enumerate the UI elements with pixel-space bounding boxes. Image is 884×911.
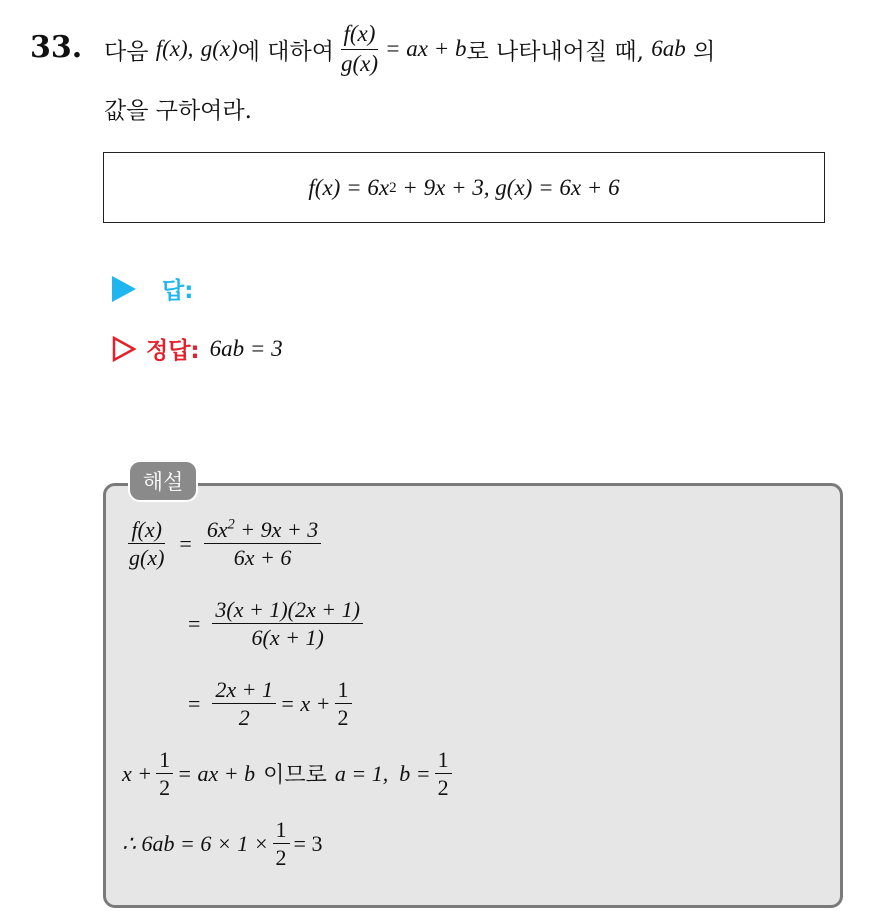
given-f-rest: + 9x + 3, xyxy=(396,174,490,200)
question-fraction-num: f(x) xyxy=(341,22,379,49)
answer-row xyxy=(112,272,193,305)
solution-line-1 xyxy=(122,518,325,569)
question-postfix-1: 에 대하여 xyxy=(237,38,334,65)
solution-1-lhs-den: g(x) xyxy=(129,545,165,571)
solution-3-half-num: 1 xyxy=(335,678,352,704)
question-line-2: 값을 구하여라. xyxy=(104,98,252,124)
answer-label: 답: xyxy=(162,278,194,304)
solution-tab: 해설 xyxy=(128,460,198,502)
solution-4-mid: = ax + b xyxy=(177,760,256,786)
solution-4-bfrac-den: 2 xyxy=(437,775,449,801)
solution-3-num: 2x + 1 xyxy=(212,678,276,704)
solution-2-num: 3(x + 1)(2x + 1) xyxy=(212,598,363,624)
question-f: f(x), xyxy=(155,36,194,61)
solution-1-rhs xyxy=(204,518,321,569)
solution-2-frac xyxy=(212,598,363,649)
solution-1-rhs-num-a: 6x xyxy=(206,517,228,542)
question-target: 6ab xyxy=(651,36,686,61)
solution-1-rhs-num-exp: 2 xyxy=(227,516,235,533)
solution-4-a: a = 1, xyxy=(334,760,389,786)
question-fraction xyxy=(338,22,381,75)
solution-1-rhs-den: 6x + 6 xyxy=(233,545,292,571)
correct-answer-value: 6ab = 3 xyxy=(209,335,283,361)
question-number: 33. xyxy=(30,30,83,65)
solution-3-eq: = xyxy=(188,690,201,716)
solution-4-text: 이므로 xyxy=(263,762,327,788)
question-lead: 다음 xyxy=(104,38,149,65)
answer-triangle-icon xyxy=(112,276,136,302)
solution-4-bfrac-num: 1 xyxy=(435,748,452,774)
question-line-1 xyxy=(104,14,715,84)
solution-4-half xyxy=(156,748,173,799)
question-postfix-3: 의 xyxy=(693,38,716,65)
solution-5-pre: ∴ 6ab = 6 × 1 × xyxy=(122,830,269,856)
solution-4-pre: x + xyxy=(122,760,153,786)
solution-3-mid: = x + xyxy=(280,690,331,716)
correct-answer-row xyxy=(112,332,283,365)
solution-line-2 xyxy=(180,598,367,649)
solution-4-half-num: 1 xyxy=(156,748,173,774)
solution-5-post: = 3 xyxy=(293,830,323,856)
question-postfix-2: 로 나타내어질 때, xyxy=(466,38,644,65)
given-box: f(x) = 6x 2 + 9x + 3, g(x) = 6x + 6 xyxy=(103,152,825,223)
given-f-lhs: f(x) = 6x xyxy=(308,174,390,200)
question-g: g(x) xyxy=(200,36,238,61)
question-fraction-den: g(x) xyxy=(340,50,378,76)
question-rhs: = ax + b xyxy=(384,36,467,61)
solution-1-lhs xyxy=(126,518,167,569)
solution-5-half xyxy=(273,818,290,869)
solution-1-lhs-num: f(x) xyxy=(128,518,165,544)
solution-line-4 xyxy=(122,748,456,799)
solution-5-half-num: 1 xyxy=(273,818,290,844)
given-g-expr: g(x) = 6x + 6 xyxy=(495,174,620,200)
solution-5-half-den: 2 xyxy=(275,845,287,871)
solution-4-bfrac xyxy=(435,748,452,799)
solution-2-den: 6(x + 1) xyxy=(251,625,324,651)
solution-1-rhs-num-b: + 9x + 3 xyxy=(234,517,319,542)
solution-2-eq: = xyxy=(188,610,201,636)
solution-3-den: 2 xyxy=(238,705,250,731)
solution-1-rhs-num xyxy=(204,518,321,544)
solution-4-b: b = xyxy=(399,760,431,786)
solution-line-5 xyxy=(122,818,322,869)
solution-1-eq: = xyxy=(179,530,192,556)
solution-3-half-den: 2 xyxy=(337,705,349,731)
correct-answer-label: 정답: xyxy=(146,338,200,364)
correct-triangle-outline-icon xyxy=(112,336,136,362)
solution-3-half xyxy=(335,678,352,729)
solution-4-half-den: 2 xyxy=(159,775,171,801)
solution-line-3 xyxy=(180,678,356,729)
solution-3-frac xyxy=(212,678,276,729)
